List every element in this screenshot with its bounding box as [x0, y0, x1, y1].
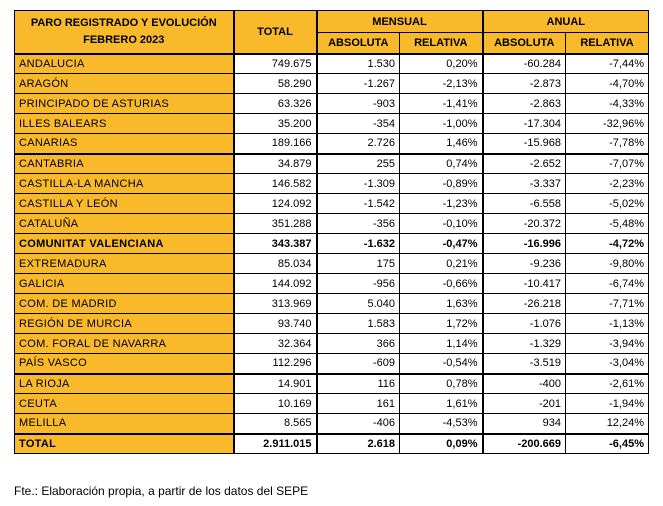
- mensual-absoluta-cell: -356: [317, 214, 400, 234]
- anual-absoluta-cell: -17.304: [483, 114, 566, 134]
- mensual-relativa-cell: -0,66%: [400, 274, 483, 294]
- table-row: [15, 54, 649, 74]
- anual-absoluta-cell: -26.218: [483, 294, 566, 314]
- mensual-absoluta-cell: -1.632: [317, 234, 400, 254]
- mensual-relativa-cell: 0,09%: [400, 434, 483, 454]
- table-title-line2: FEBRERO 2023: [83, 33, 165, 46]
- mensual-relativa-cell: -1,41%: [400, 94, 483, 114]
- mensual-absoluta-cell: -354: [317, 114, 400, 134]
- mensual-absoluta-cell: -903: [317, 94, 400, 114]
- mensual-relativa-header: RELATIVA: [400, 33, 483, 54]
- total-cell: 32.364: [234, 334, 317, 354]
- mensual-absoluta-cell: 2.618: [317, 434, 400, 454]
- mensual-absoluta-cell: -1.542: [317, 194, 400, 214]
- anual-relativa-cell: -3,04%: [566, 354, 649, 374]
- region-name-cell: PRINCIPADO DE ASTURIAS: [15, 94, 234, 114]
- mensual-absoluta-cell: 1.583: [317, 314, 400, 334]
- region-name-cell: TOTAL: [15, 434, 234, 454]
- mensual-relativa-cell: 0,74%: [400, 154, 483, 174]
- anual-absoluta-cell: -15.968: [483, 134, 566, 154]
- mensual-relativa-cell: 1,46%: [400, 134, 483, 154]
- anual-relativa-cell: -2,23%: [566, 174, 649, 194]
- anual-absoluta-cell: -2.873: [483, 74, 566, 94]
- table-row: [15, 214, 649, 234]
- region-name-cell: CANTABRIA: [15, 154, 234, 174]
- total-cell: 343.387: [234, 234, 317, 254]
- total-cell: 93.740: [234, 314, 317, 334]
- table-row: [15, 154, 649, 174]
- total-cell: 58.290: [234, 74, 317, 94]
- mensual-absoluta-cell: 5.040: [317, 294, 400, 314]
- mensual-absoluta-cell: 175: [317, 254, 400, 274]
- anual-relativa-cell: -2,61%: [566, 374, 649, 394]
- region-name-cell: ARAGÓN: [15, 74, 234, 94]
- anual-relativa-cell: 12,24%: [566, 414, 649, 434]
- table-row: [15, 254, 649, 274]
- total-cell: 124.092: [234, 194, 317, 214]
- table-row: [15, 334, 649, 354]
- total-cell: 85.034: [234, 254, 317, 274]
- mensual-relativa-cell: -0,89%: [400, 174, 483, 194]
- region-name-cell: COM. DE MADRID: [15, 294, 234, 314]
- mensual-absoluta-cell: -609: [317, 354, 400, 374]
- anual-relativa-cell: -6,74%: [566, 274, 649, 294]
- anual-relativa-cell: -6,45%: [566, 434, 649, 454]
- mensual-relativa-cell: -1,23%: [400, 194, 483, 214]
- region-name-cell: ILLES BALEARS: [15, 114, 234, 134]
- region-name-cell: EXTREMADURA: [15, 254, 234, 274]
- total-cell: 112.296: [234, 354, 317, 374]
- mensual-relativa-cell: 1,72%: [400, 314, 483, 334]
- table-row: [15, 194, 649, 214]
- mensual-absoluta-cell: 1.530: [317, 54, 400, 74]
- anual-absoluta-cell: -10.417: [483, 274, 566, 294]
- mensual-relativa-cell: -0,10%: [400, 214, 483, 234]
- mensual-relativa-cell: 0,21%: [400, 254, 483, 274]
- region-name-cell: REGIÓN DE MURCIA: [15, 314, 234, 334]
- total-cell: 144.092: [234, 274, 317, 294]
- region-name-cell: PAÍS VASCO: [15, 354, 234, 374]
- anual-relativa-cell: -7,78%: [566, 134, 649, 154]
- total-cell: 351.288: [234, 214, 317, 234]
- table-row: [15, 394, 649, 414]
- mensual-relativa-cell: -4,53%: [400, 414, 483, 434]
- mensual-relativa-cell: -0,47%: [400, 234, 483, 254]
- region-name-cell: COM. FORAL DE NAVARRA: [15, 334, 234, 354]
- anual-relativa-cell: -3,94%: [566, 334, 649, 354]
- mensual-relativa-cell: 0,20%: [400, 54, 483, 74]
- region-name-cell: COMUNITAT VALENCIANA: [15, 234, 234, 254]
- mensual-relativa-cell: 1,63%: [400, 294, 483, 314]
- anual-relativa-cell: -7,44%: [566, 54, 649, 74]
- source-note: Fte.: Elaboración propia, a partir de los datos del SEPE: [14, 484, 309, 498]
- total-cell: 34.879: [234, 154, 317, 174]
- anual-absoluta-cell: -201: [483, 394, 566, 414]
- total-cell: 8.565: [234, 414, 317, 434]
- anual-absoluta-cell: -1.076: [483, 314, 566, 334]
- table-row: [15, 354, 649, 374]
- table-row: [15, 174, 649, 194]
- mensual-absoluta-cell: -406: [317, 414, 400, 434]
- table-row: [15, 294, 649, 314]
- table-row: [15, 374, 649, 394]
- anual-absoluta-cell: -200.669: [483, 434, 566, 454]
- table-row: [15, 274, 649, 294]
- region-name-cell: MELILLA: [15, 414, 234, 434]
- total-cell: 35.200: [234, 114, 317, 134]
- anual-relativa-cell: -32,96%: [566, 114, 649, 134]
- region-name-cell: CASTILLA Y LEÓN: [15, 194, 234, 214]
- table-title-line1: PARO REGISTRADO Y EVOLUCIÓN: [30, 16, 217, 29]
- table-row: [15, 74, 649, 94]
- total-cell: 313.969: [234, 294, 317, 314]
- table-row: [15, 114, 649, 134]
- region-name-cell: CATALUÑA: [15, 214, 234, 234]
- region-name-cell: LA RIOJA: [15, 374, 234, 394]
- anual-absoluta-cell: 934: [483, 414, 566, 434]
- anual-absoluta-header: ABSOLUTA: [483, 33, 566, 54]
- table-row: [15, 314, 649, 334]
- mensual-absoluta-cell: -956: [317, 274, 400, 294]
- region-name-cell: CASTILLA-LA MANCHA: [15, 174, 234, 194]
- region-name-cell: CANARIAS: [15, 134, 234, 154]
- anual-absoluta-cell: -6.558: [483, 194, 566, 214]
- table-body: [15, 54, 649, 454]
- table-row: [15, 234, 649, 254]
- mensual-relativa-cell: -2,13%: [400, 74, 483, 94]
- total-cell: 10.169: [234, 394, 317, 414]
- anual-group-header: ANUAL: [483, 11, 649, 33]
- mensual-absoluta-cell: 161: [317, 394, 400, 414]
- mensual-absoluta-cell: 255: [317, 154, 400, 174]
- total-cell: 146.582: [234, 174, 317, 194]
- unemployment-table: [14, 10, 649, 454]
- mensual-relativa-cell: -0,54%: [400, 354, 483, 374]
- total-cell: 14.901: [234, 374, 317, 394]
- mensual-absoluta-cell: 116: [317, 374, 400, 394]
- anual-absoluta-cell: -9.236: [483, 254, 566, 274]
- table-title: [15, 11, 234, 54]
- table-row: [15, 434, 649, 454]
- mensual-relativa-cell: 0,78%: [400, 374, 483, 394]
- total-column-header: TOTAL: [234, 11, 317, 54]
- anual-relativa-cell: -5,48%: [566, 214, 649, 234]
- table-row: [15, 134, 649, 154]
- mensual-relativa-cell: 1,61%: [400, 394, 483, 414]
- anual-absoluta-cell: -2.652: [483, 154, 566, 174]
- mensual-relativa-cell: -1,00%: [400, 114, 483, 134]
- anual-relativa-cell: -5,02%: [566, 194, 649, 214]
- region-name-cell: ANDALUCIA: [15, 54, 234, 74]
- anual-absoluta-cell: -3.519: [483, 354, 566, 374]
- anual-relativa-cell: -9,80%: [566, 254, 649, 274]
- anual-absoluta-cell: -1.329: [483, 334, 566, 354]
- mensual-absoluta-cell: 366: [317, 334, 400, 354]
- total-cell: 749.675: [234, 54, 317, 74]
- anual-relativa-cell: -1,13%: [566, 314, 649, 334]
- total-cell: 189.166: [234, 134, 317, 154]
- mensual-group-header: MENSUAL: [317, 11, 483, 33]
- anual-relativa-cell: -4,33%: [566, 94, 649, 114]
- mensual-relativa-cell: 1,14%: [400, 334, 483, 354]
- anual-absoluta-cell: -16.996: [483, 234, 566, 254]
- anual-relativa-cell: -7,07%: [566, 154, 649, 174]
- anual-absoluta-cell: -20.372: [483, 214, 566, 234]
- total-cell: 63.326: [234, 94, 317, 114]
- region-name-cell: CEUTA: [15, 394, 234, 414]
- anual-absoluta-cell: -2.863: [483, 94, 566, 114]
- region-name-cell: GALICIA: [15, 274, 234, 294]
- mensual-absoluta-cell: -1.309: [317, 174, 400, 194]
- mensual-absoluta-cell: -1.267: [317, 74, 400, 94]
- anual-absoluta-cell: -60.284: [483, 54, 566, 74]
- anual-relativa-cell: -1,94%: [566, 394, 649, 414]
- anual-absoluta-cell: -3.337: [483, 174, 566, 194]
- anual-absoluta-cell: -400: [483, 374, 566, 394]
- total-cell: 2.911.015: [234, 434, 317, 454]
- anual-relativa-cell: -7,71%: [566, 294, 649, 314]
- mensual-absoluta-cell: 2.726: [317, 134, 400, 154]
- table-row: [15, 414, 649, 434]
- mensual-absoluta-header: ABSOLUTA: [317, 33, 400, 54]
- anual-relativa-header: RELATIVA: [566, 33, 649, 54]
- anual-relativa-cell: -4,70%: [566, 74, 649, 94]
- table-row: [15, 94, 649, 114]
- anual-relativa-cell: -4,72%: [566, 234, 649, 254]
